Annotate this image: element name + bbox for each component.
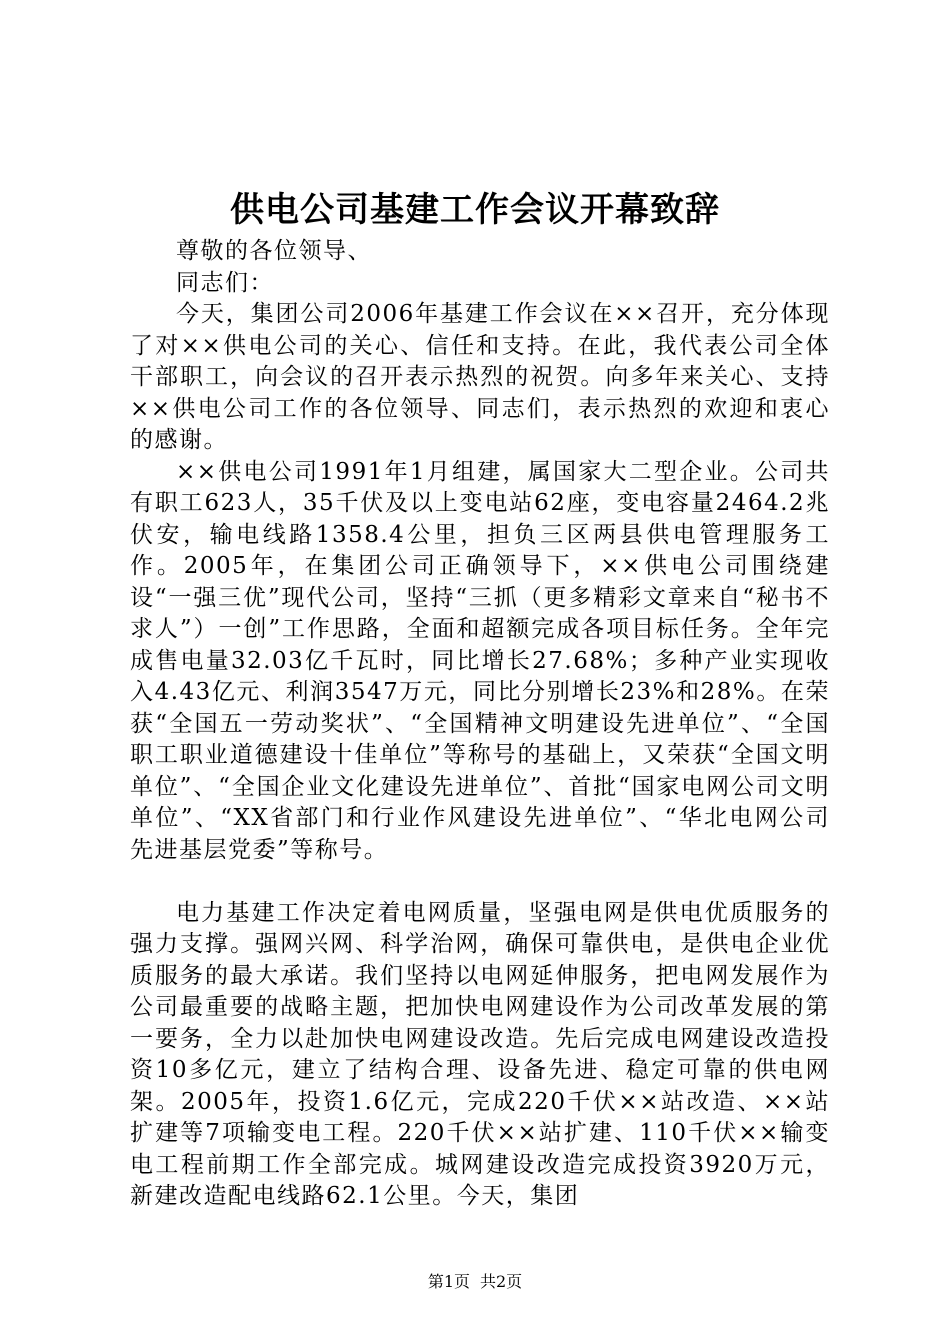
page-number: 第1页 [427, 1272, 470, 1291]
page-footer [0, 1271, 950, 1293]
body-paragraph: ××供电公司1991年1月组建，属国家大二型企业。公司共有职工623人，35千伏及以上变电站62座，变电容量2464.2兆伏安，输电线路1358.4公里，担负三区两县供电管理服务工作。2005年，在集团公司正确领导下，××供电公司围绕建设“一强三优”现代公司，坚持“三抓（更多精彩文章来自“秘书不求人”）一创”工作思路，全面和超额完成各项目标任务。全年完成售电量32.03亿千瓦时，同比增长27.68%；多种产业实现收入4.43亿元、利润3547万元，同比分别增长23%和28%。在荣获“全国五一劳动奖状”、“全国精神文明建设先进单位”、“全国职工职业道德建设十佳单位”等称号的基础上，又荣获“全国文明单位”、“全国企业文化建设先进单位”、首批“国家电网公司文明单位”、“XX省部门和行业作风建设先进单位”、“华北电网公司先进基层党委”等称号。 [130, 458, 830, 863]
document-title: 供电公司基建工作会议开幕致辞 [230, 190, 720, 230]
page-total: 共2页 [480, 1272, 523, 1291]
document-body [130, 236, 830, 1213]
body-paragraph: 电力基建工作决定着电网质量，坚强电网是供电优质服务的强力支撑。强网兴网、科学治网，确保可靠供电，是供电企业优质服务的最大承诺。我们坚持以电网延伸服务，把电网发展作为公司最重要的战略主题，把加快电网建设作为公司改革发展的第一要务，全力以赴加快电网建设改造。先后完成电网建设改造投资10多亿元，建立了结构合理、设备先进、稳定可靠的供电网架。2005年，投资1.6亿元，完成220千伏××站改造、××站扩建等7项输变电工程。220千伏××站扩建、110千伏××输变电工程前期工作全部完成。城网建设改造完成投资3920万元，新建改造配电线路62.1公里。今天，集团 [130, 899, 830, 1209]
salutation-line: 同志们： [176, 269, 274, 296]
paragraph-spacer [130, 866, 830, 898]
salutation-line: 尊敬的各位领导、 [176, 238, 372, 264]
body-paragraph: 今天，集团公司2006年基建工作会议在××召开，充分体现了对××供电公司的关心、信任和支持。在此，我代表公司全体干部职工，向会议的召开表示热烈的祝贺。向多年来关心、支持××供电公司工作的各位领导、同志们，表示热烈的欢迎和衷心的感谢。 [130, 301, 830, 453]
